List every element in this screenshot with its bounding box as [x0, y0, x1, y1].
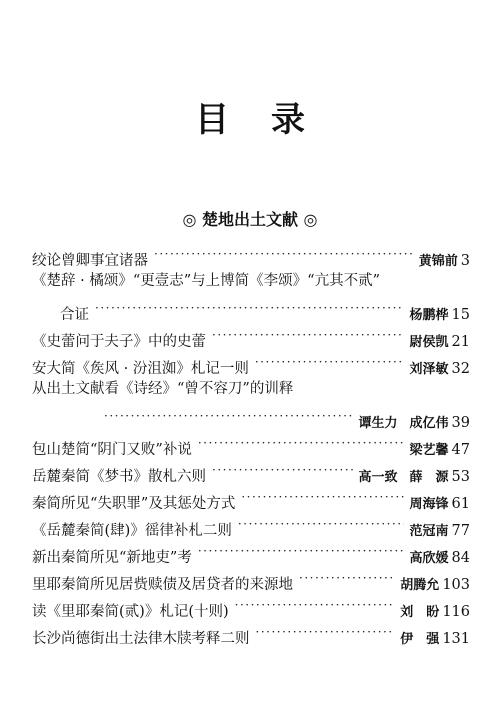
leader-dots: [235, 594, 395, 616]
entry-author: 尉侯凯: [409, 335, 449, 350]
toc-entry[interactable]: [32, 270, 470, 292]
toc-entry[interactable]: [32, 459, 470, 485]
leader-dots: [198, 432, 404, 454]
section-heading: ◎ 楚地出土文献 ◎: [182, 210, 318, 229]
entry-author: 刘 盼: [400, 605, 440, 620]
leader-dots: [198, 540, 404, 562]
entry-page: 116: [442, 604, 470, 620]
entry-title: 从出土文献看《诗经》“曾不容刀”的训释: [32, 381, 294, 397]
toc-entry[interactable]: [32, 432, 470, 458]
entry-coauthor: 谭生力: [358, 416, 398, 431]
entry-title: 《岳麓秦简(肆)》徭律补札二则: [32, 523, 232, 539]
entry-title: 读《里耶秦简(贰)》札记(十则): [32, 604, 229, 620]
entry-page: 39: [451, 415, 470, 431]
leader-dots: [104, 405, 353, 427]
leader-dots: [212, 459, 353, 481]
entry-title: 绞论曾卿事宜诸器: [32, 253, 148, 269]
entry-author: 梁艺馨: [409, 443, 449, 458]
leader-dots: [212, 324, 404, 346]
toc-entry[interactable]: [32, 567, 470, 593]
entry-page: 32: [451, 361, 470, 377]
entry-page: 47: [451, 442, 470, 458]
entry-author: 杨鹏桦: [409, 308, 449, 323]
entry-page: 15: [451, 307, 470, 323]
entry-author: 周海锋: [409, 497, 449, 512]
entry-page: 77: [451, 523, 470, 539]
toc-entry[interactable]: [32, 594, 470, 620]
leader-dots: [238, 513, 404, 535]
leader-dots: [255, 351, 404, 373]
page-title: [0, 92, 500, 141]
entry-title: 《史蕾问于夫子》中的史蕾: [32, 334, 206, 350]
entry-page: 84: [451, 550, 470, 566]
entry-author: 伊 强: [400, 632, 440, 647]
toc-entry-continued[interactable]: [32, 405, 470, 431]
entry-title: 合证: [60, 307, 89, 323]
entry-author: 范冠南: [409, 524, 449, 539]
entry-author: 成亿伟: [409, 416, 449, 431]
toc-entry[interactable]: [32, 540, 470, 566]
leader-dots: [95, 297, 404, 319]
entry-author: 高欣媛: [409, 551, 449, 566]
entry-page: 103: [442, 577, 470, 593]
entry-author: 胡腾允: [400, 578, 440, 593]
entry-title: 长沙尚德街出土法律木牍考释二则: [32, 631, 250, 647]
title-char-1: 目: [195, 100, 229, 140]
entry-page: 21: [451, 334, 470, 350]
entry-page: 53: [451, 469, 470, 485]
toc-entry[interactable]: [32, 513, 470, 539]
entry-title: 新出秦简所见“新地吏”考: [32, 550, 192, 566]
entry-title: 岳麓秦简《梦书》散札六则: [32, 469, 206, 485]
entry-title: 《楚辞 · 橘颂》“更壹志”与上博简《李颂》“亢其不贰”: [32, 273, 380, 289]
leader-dots: [241, 486, 403, 508]
entry-coauthor: 高一致: [358, 470, 398, 485]
entry-title: 秦简所见“失职罪”及其惩处方式: [32, 496, 236, 512]
entry-title: 里耶秦简所见居赀赎债及居贷者的来源地: [32, 577, 293, 593]
toc-entry[interactable]: [32, 243, 470, 269]
toc-entry[interactable]: [32, 351, 470, 377]
toc-entry[interactable]: [32, 486, 470, 512]
toc-entry-continued[interactable]: [32, 297, 470, 323]
leader-dots: [256, 621, 395, 643]
entry-author: 刘泽敏: [409, 362, 449, 377]
entry-page: 61: [451, 496, 470, 512]
entry-title: 安大简《矦风 · 汾沮洳》札记一则: [32, 361, 249, 377]
leader-dots: [154, 243, 413, 265]
entry-page: 131: [442, 631, 470, 647]
toc-entry[interactable]: [32, 378, 470, 400]
toc-entry[interactable]: [32, 621, 470, 647]
entry-title: 包山楚简“阴门又败”补说: [32, 442, 192, 458]
toc-entry[interactable]: [32, 324, 470, 350]
entry-page: 3: [460, 253, 470, 269]
title-char-2: 录: [271, 100, 305, 140]
entry-author: 黄锦前: [418, 254, 458, 269]
entry-author: 薛 源: [409, 470, 449, 485]
leader-dots: [299, 567, 394, 589]
